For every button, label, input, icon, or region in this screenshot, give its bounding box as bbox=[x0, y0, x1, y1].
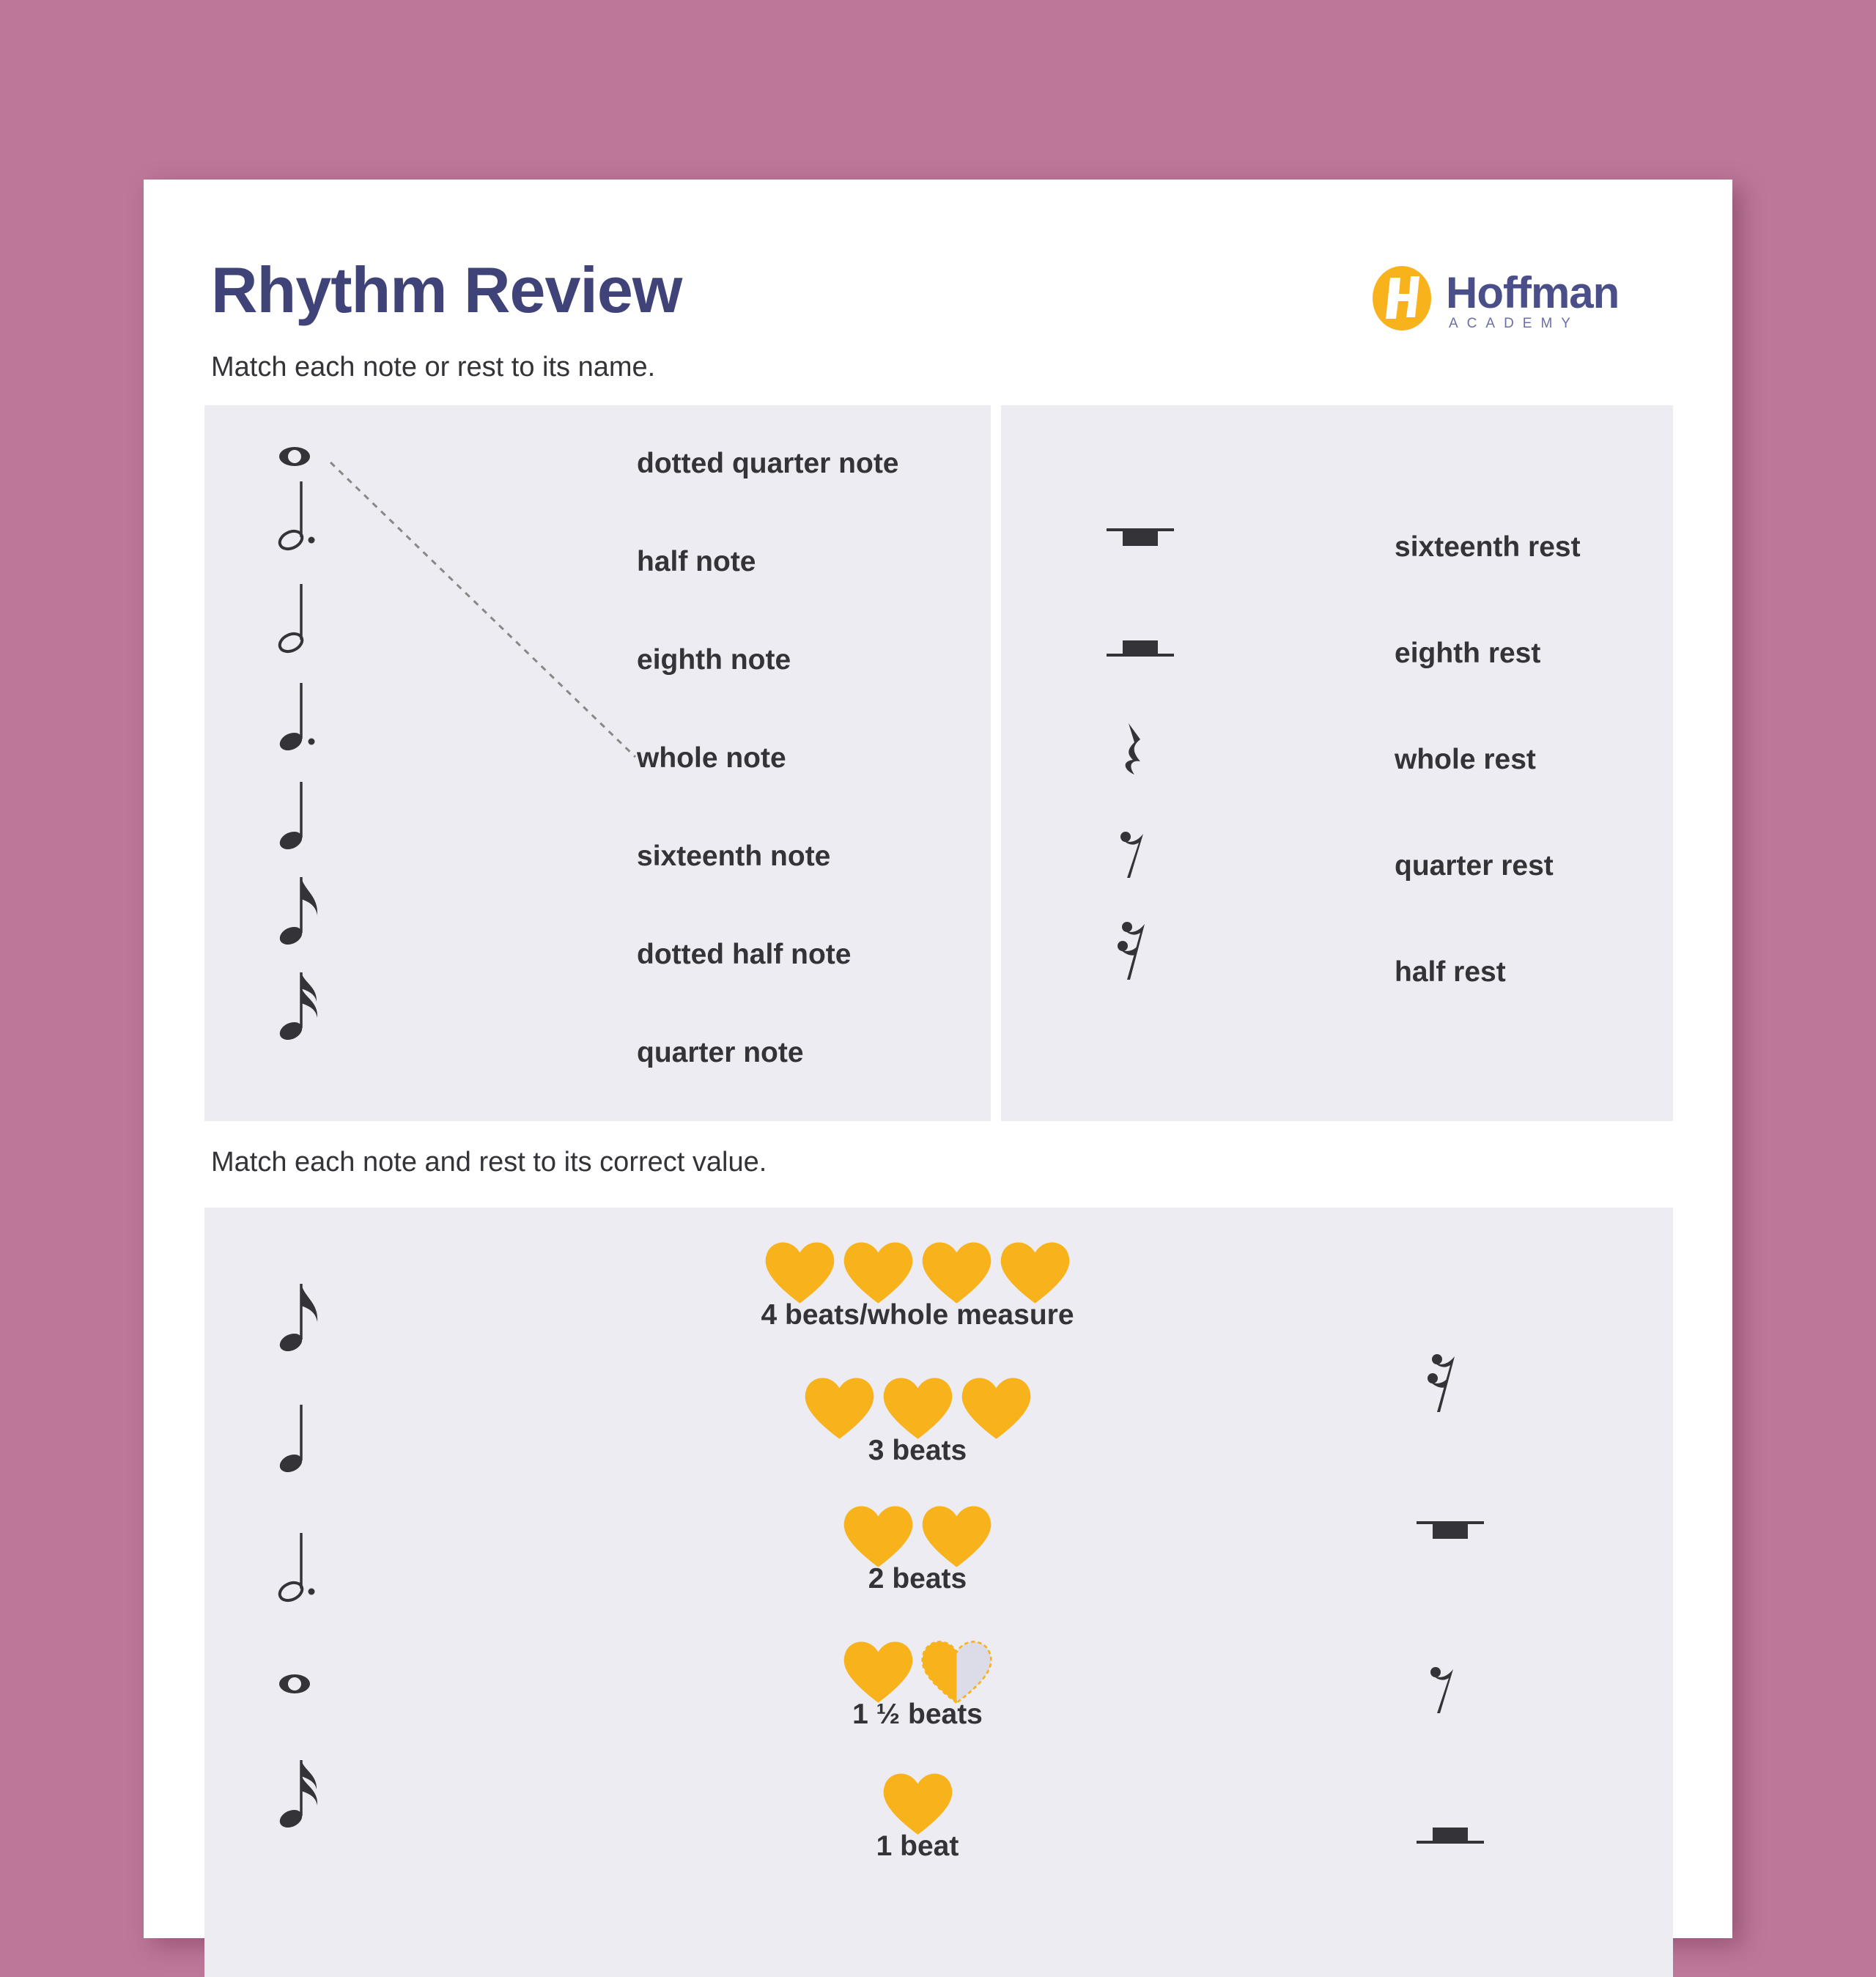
note-name-label: sixteenth note bbox=[637, 840, 831, 872]
note-name-label: quarter note bbox=[637, 1037, 804, 1068]
quarter-rest-icon bbox=[1111, 720, 1155, 794]
hoffman-academy-logo bbox=[1371, 260, 1635, 341]
whole-note-icon-graphic bbox=[276, 1669, 313, 1699]
dotted-half-note-icon bbox=[276, 478, 320, 552]
whole-rest-icon bbox=[1104, 522, 1177, 559]
rest-name-label: sixteenth rest bbox=[1395, 531, 1581, 563]
quarter-note-icon bbox=[276, 779, 320, 852]
dotted-half-note-icon-graphic bbox=[276, 1530, 320, 1603]
rest-name-label: eighth rest bbox=[1395, 638, 1541, 669]
sixteenth-note-icon bbox=[276, 969, 328, 1043]
eighth-rest-icon-graphic bbox=[1421, 1662, 1465, 1721]
whole-note-icon bbox=[276, 1669, 313, 1699]
rest-name-label: half rest bbox=[1395, 956, 1506, 988]
quarter-note-icon-graphic bbox=[276, 779, 320, 852]
half-rest-icon-graphic bbox=[1104, 629, 1177, 665]
whole-note-icon bbox=[276, 442, 313, 471]
half-rest-icon bbox=[1414, 1816, 1487, 1852]
page-title: Rhythm Review bbox=[211, 254, 682, 326]
sixteenth-note-icon bbox=[276, 1757, 328, 1830]
rests-matching-panel bbox=[1001, 405, 1673, 1121]
quarter-note-icon-graphic bbox=[276, 1402, 320, 1475]
dotted-half-note-icon bbox=[276, 1530, 320, 1603]
note-name-label: whole note bbox=[637, 742, 786, 774]
half-note-icon bbox=[276, 581, 320, 654]
eighth-note-icon bbox=[276, 1281, 328, 1354]
instruction-2: Match each note and rest to its correct value. bbox=[211, 1147, 767, 1178]
sixteenth-rest-icon-graphic bbox=[1421, 1350, 1465, 1416]
notes-matching-panel bbox=[204, 405, 991, 1121]
dotted-quarter-note-icon bbox=[276, 680, 320, 753]
worksheet-page bbox=[144, 180, 1732, 1938]
logo-subtitle: ACADEMY bbox=[1449, 316, 1579, 331]
h-logo-icon bbox=[1371, 260, 1439, 333]
eighth-rest-icon bbox=[1421, 1662, 1465, 1721]
beat-value-label: 1 ½ beats bbox=[852, 1699, 983, 1730]
sixteenth-note-icon-graphic bbox=[276, 969, 328, 1043]
sixteenth-note-icon-graphic bbox=[276, 1757, 328, 1830]
eighth-note-icon-graphic bbox=[276, 1281, 328, 1354]
eighth-note-icon-graphic bbox=[276, 874, 328, 947]
quarter-note-icon bbox=[276, 1402, 320, 1475]
beat-value-label: 1 beat bbox=[876, 1830, 959, 1862]
beat-value-label: 3 beats bbox=[868, 1435, 967, 1466]
whole-rest-icon bbox=[1414, 1515, 1487, 1552]
whole-rest-icon-graphic bbox=[1104, 522, 1177, 559]
values-matching-panel bbox=[204, 1208, 1673, 1977]
sixteenth-rest-icon bbox=[1421, 1350, 1465, 1416]
eighth-note-icon bbox=[276, 874, 328, 947]
whole-note-icon-graphic bbox=[276, 442, 313, 471]
logo-wordmark: Hoffman bbox=[1446, 268, 1620, 317]
sixteenth-rest-icon bbox=[1111, 918, 1155, 984]
half-rest-icon bbox=[1104, 629, 1177, 665]
quarter-rest-icon-graphic bbox=[1111, 720, 1155, 794]
beat-value-label: 4 beats/whole measure bbox=[761, 1299, 1074, 1331]
rest-name-label: quarter rest bbox=[1395, 850, 1554, 882]
instruction-1: Match each note or rest to its name. bbox=[211, 352, 656, 383]
eighth-rest-icon bbox=[1111, 827, 1155, 885]
beat-value-label: 2 beats bbox=[868, 1563, 967, 1594]
rest-name-label: whole rest bbox=[1395, 744, 1536, 775]
eighth-rest-icon-graphic bbox=[1111, 827, 1155, 885]
note-name-label: half note bbox=[637, 546, 756, 577]
note-name-label: dotted quarter note bbox=[637, 448, 899, 479]
note-name-label: eighth note bbox=[637, 644, 791, 676]
dotted-half-note-icon-graphic bbox=[276, 478, 320, 552]
note-name-label: dotted half note bbox=[637, 939, 852, 970]
sixteenth-rest-icon-graphic bbox=[1111, 918, 1155, 984]
dotted-quarter-note-icon-graphic bbox=[276, 680, 320, 753]
half-rest-icon-graphic bbox=[1414, 1816, 1487, 1852]
whole-rest-icon-graphic bbox=[1414, 1515, 1487, 1552]
half-note-icon-graphic bbox=[276, 581, 320, 654]
